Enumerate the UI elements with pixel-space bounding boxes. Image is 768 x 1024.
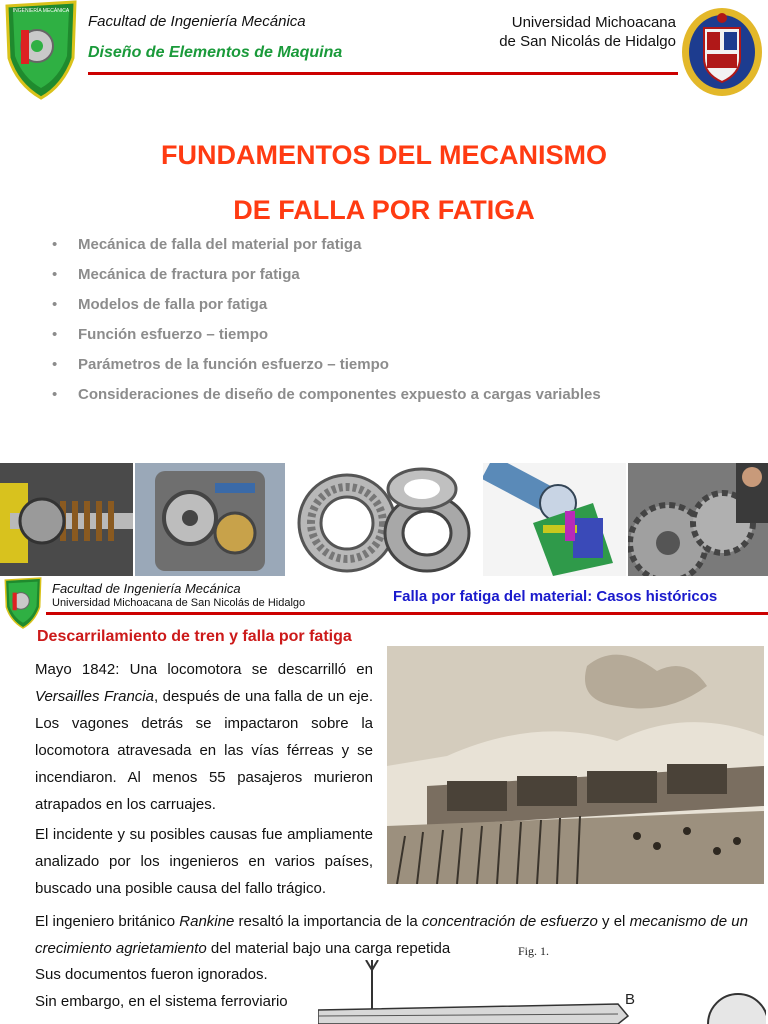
slide2-header-rule — [46, 612, 768, 615]
list-item: • Mecánica de falla del material por fatiga — [52, 230, 601, 260]
header-rule — [88, 72, 678, 75]
topic-list — [52, 230, 601, 410]
worm-gear-image — [0, 463, 133, 576]
svg-text:INGENIERÍA MECÁNICA: INGENIERÍA MECÁNICA — [12, 8, 70, 14]
slide2-faculty-name: Facultad de Ingeniería Mecánica — [52, 581, 241, 596]
paragraph-rankine: El ingeniero británico Rankine resaltó la importancia de la concentración de esfuerzo y el mecanismo de un crecimiento agrietamiento del material bajo una carga repetida Sus documentos fueron ignorados. Sin embargo, en el sistema ferroviario — [35, 913, 748, 1010]
paragraph-derailment: Mayo 1842: Una locomotora se descarrilló en Versailles Francia, después de una falla de un eje. Los vagones detrás se impactaron sobre la locomotora atravesada en las vías férreas y se incendiaron. Al menos 55 pasajeros murieron atrapados en los carruajes. — [35, 661, 373, 813]
faculty-logo — [3, 0, 79, 100]
figure-caption: Fig. 1. — [518, 944, 550, 958]
bullet-icon: • — [52, 326, 58, 343]
university-seal — [680, 6, 764, 98]
gearbox-image — [135, 463, 285, 576]
shaft-assembly-image — [483, 463, 626, 576]
faculty-name: Facultad de Ingeniería Mecánica — [88, 13, 306, 30]
bullet-icon: • — [52, 266, 58, 283]
gear-inspection-image — [628, 463, 768, 576]
list-item: • Modelos de falla por fatiga — [52, 290, 601, 320]
bullet-icon: • — [52, 386, 58, 403]
list-item: • Consideraciones de diseño de componentes expuesto a cargas variables — [52, 380, 601, 410]
university-name — [499, 13, 676, 51]
slide-title — [0, 128, 768, 238]
bullet-icon: • — [52, 236, 58, 253]
faculty-logo-small — [2, 577, 44, 629]
university-line-1: Universidad Michoacana — [511, 14, 676, 31]
svg-text:B: B — [625, 991, 636, 1008]
machine-elements-photo-strip — [0, 463, 768, 576]
bullet-icon: • — [52, 296, 58, 313]
list-item: • Mecánica de fractura por fatiga — [52, 260, 601, 290]
university-line-2: de San Nicolás de Hidalgo — [499, 33, 676, 50]
list-item: • Función esfuerzo – tiempo — [52, 320, 601, 350]
train-wreck-engraving — [387, 646, 764, 884]
case-heading: Descarrilamiento de tren y falla por fatiga — [37, 628, 352, 645]
slide2-university-name: Universidad Michoacana de San Nicolás de Hidalgo — [52, 597, 306, 609]
section-title: Falla por fatiga del material: Casos históricos — [393, 588, 718, 605]
title-line-1: FUNDAMENTOS DEL MECANISMO — [160, 140, 607, 170]
list-item: • Parámetros de la función esfuerzo – tiempo — [52, 350, 601, 380]
bullet-icon: • — [52, 356, 58, 373]
title-line-2: DE FALLA POR FATIGA — [233, 195, 535, 225]
bearings-image — [287, 463, 481, 576]
axle-diagram — [318, 960, 766, 1024]
paragraph-analysis: El incidente y su posibles causas fue ampliamente analizado por los ingenieros en varios países, buscado una posible causa del fallo trágico. — [35, 826, 373, 897]
course-name: Diseño de Elementos de Maquina — [88, 44, 343, 61]
